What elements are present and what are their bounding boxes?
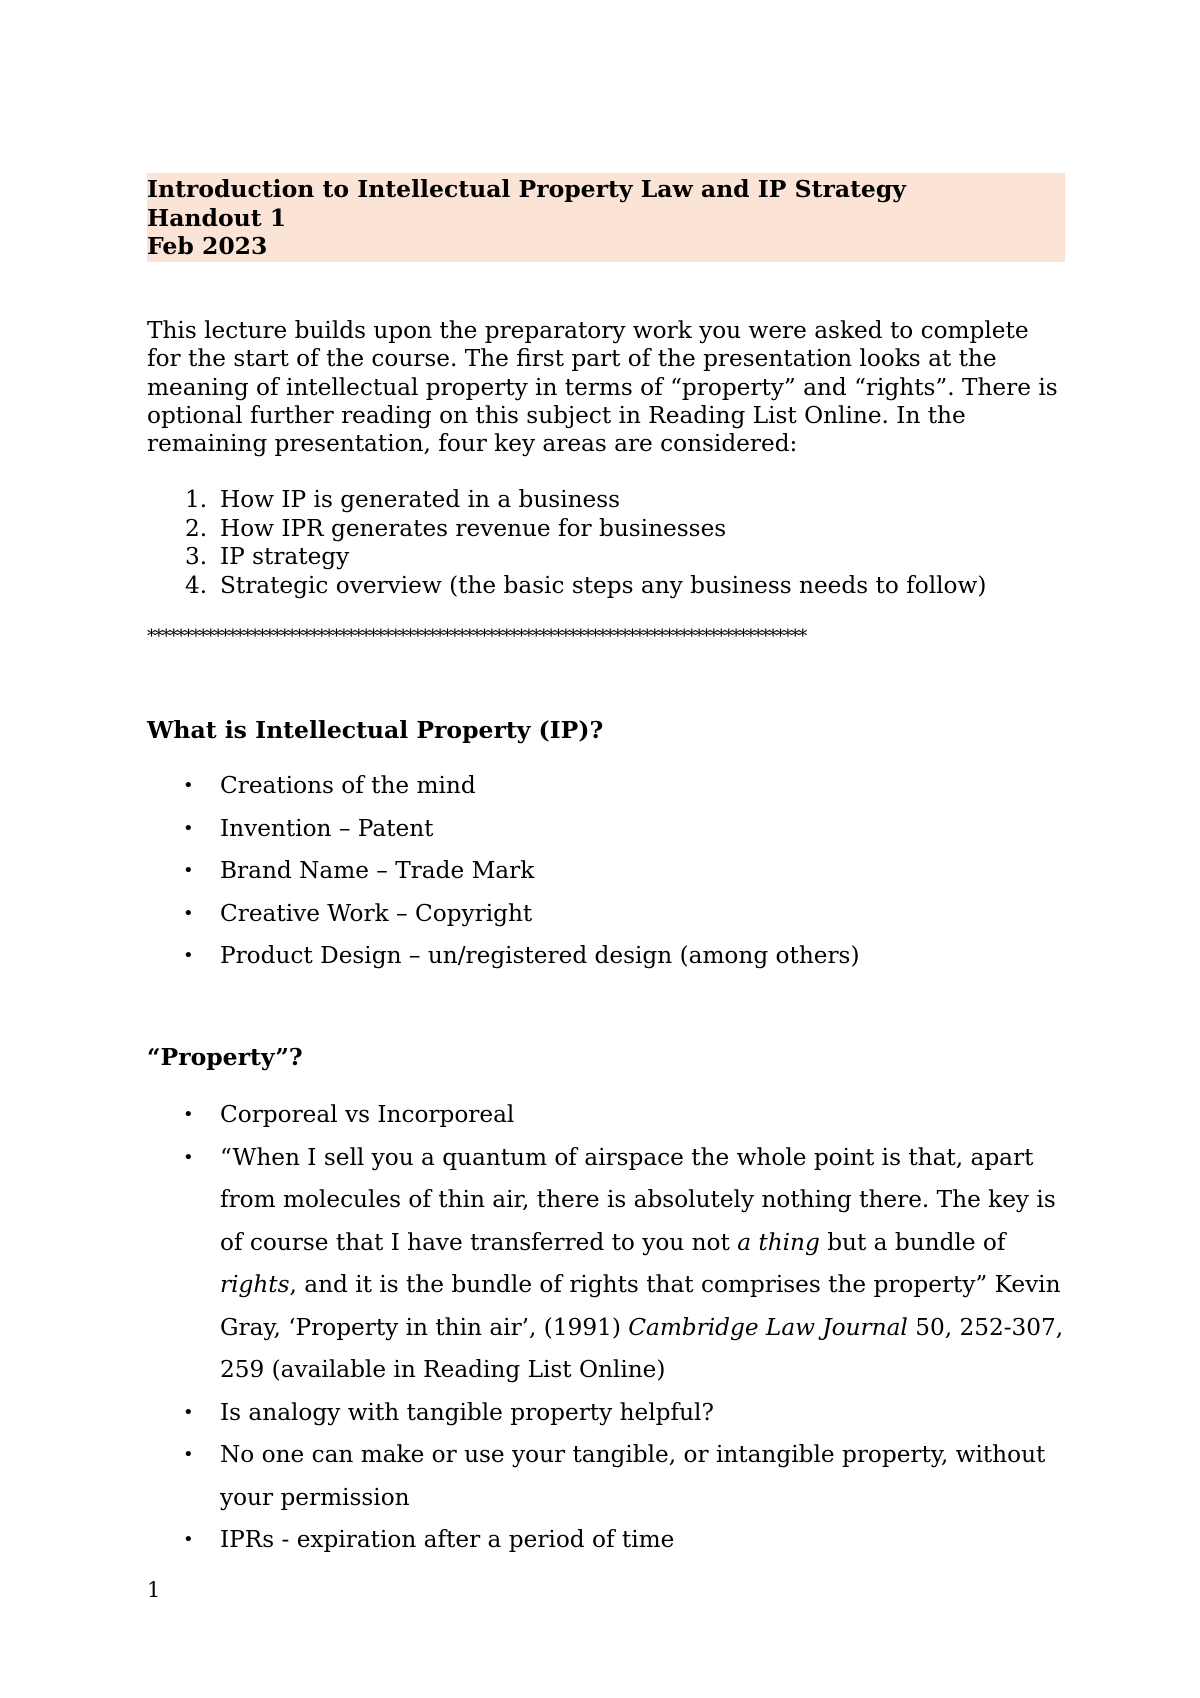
list-number: 3.: [185, 543, 208, 570]
property-list: [147, 1094, 1065, 1562]
asterisk-separator: *****************************************************************************************: [147, 626, 806, 647]
bullet-item: [147, 1519, 1065, 1562]
key-areas-list: [147, 486, 986, 600]
title-block: [147, 173, 1065, 262]
quote-segment: “When I sell you a quantum of airspace the whole point is that, apart from molecules of thin air, there is absolutely nothing there. The key is of course that I have transferred to you not: [220, 1143, 1056, 1256]
bullet-icon: •: [183, 1401, 194, 1423]
bullet-icon: •: [183, 1104, 194, 1125]
bullet-text: Product Design – un/registered design (among others): [220, 942, 860, 969]
date-label: Feb 2023: [147, 232, 268, 260]
section-heading-property: “Property”?: [147, 1043, 303, 1071]
journal-title: Cambridge Law Journal: [628, 1313, 908, 1341]
bullet-item: [147, 1094, 1065, 1137]
section-heading-ip: What is Intellectual Property (IP)?: [147, 716, 604, 744]
list-number: 1.: [185, 486, 208, 513]
handout-label: Handout 1: [147, 203, 287, 232]
bullet-icon: •: [183, 775, 194, 796]
bullet-text: No one can make or use your tangible, or intangible property, without your permission: [220, 1441, 1046, 1511]
list-item: [147, 486, 986, 515]
bullet-item: [147, 808, 1065, 851]
list-number: 4.: [185, 571, 208, 599]
list-item: [147, 543, 986, 572]
bullet-item-quote: [147, 1137, 1065, 1392]
bullet-item: [147, 893, 1065, 936]
ip-types-list: [147, 765, 1065, 978]
bullet-text: Creative Work – Copyright: [220, 899, 533, 927]
quote-text: [220, 1144, 1063, 1384]
list-item-text: Strategic overview (the basic steps any business needs to follow): [220, 571, 987, 599]
intro-paragraph: This lecture builds upon the preparatory work you were asked to complete for the start of the course. The first part of the presentation looks at the meaning of intellectual property in terms of “property” and “rights”. There is optional further reading on this subject in Reading List Online. In the remaining presentation, four key areas are considered:: [147, 317, 1058, 458]
bullet-icon: •: [183, 860, 194, 881]
title-line: Introduction to Intellectual Property Law and IP Strategy: [147, 175, 906, 203]
bullet-text: Corporeal vs Incorporeal: [220, 1101, 515, 1128]
list-item: [147, 515, 986, 544]
bullet-text: IPRs - expiration after a period of time: [220, 1526, 675, 1553]
list-item-text: How IPR generates revenue for businesses: [220, 514, 727, 542]
quote-segment: , and it is the bundle of rights that comprises the property” Kevin Gray, ‘Property in thin air’, (1991): [220, 1271, 1061, 1341]
bullet-icon: •: [183, 1529, 194, 1550]
quote-emphasis: a thing: [737, 1228, 820, 1256]
page-number: 1: [147, 1578, 161, 1602]
bullet-text: Creations of the mind: [220, 772, 476, 799]
bullet-item: [147, 1434, 1065, 1519]
bullet-item: [147, 935, 1065, 978]
quote-segment: 50, 252-307, 259 (available in Reading List Online): [220, 1313, 1064, 1383]
bullet-text: Brand Name – Trade Mark: [220, 857, 535, 884]
bullet-icon: •: [183, 1444, 194, 1465]
quote-segment: but a bundle of: [819, 1228, 1006, 1256]
bullet-item: [147, 1392, 1065, 1435]
bullet-icon: •: [183, 902, 194, 924]
bullet-icon: •: [183, 1146, 194, 1168]
bullet-icon: •: [183, 945, 194, 966]
quote-emphasis: rights: [220, 1271, 290, 1298]
bullet-text: Invention – Patent: [220, 814, 434, 842]
bullet-text: Is analogy with tangible property helpful?: [220, 1398, 714, 1426]
list-item-text: IP strategy: [220, 543, 350, 570]
bullet-icon: •: [183, 817, 194, 839]
list-number: 2.: [185, 514, 208, 542]
list-item-text: How IP is generated in a business: [220, 486, 621, 513]
bullet-item: [147, 850, 1065, 893]
list-item: [147, 572, 986, 601]
bullet-item: [147, 765, 1065, 808]
